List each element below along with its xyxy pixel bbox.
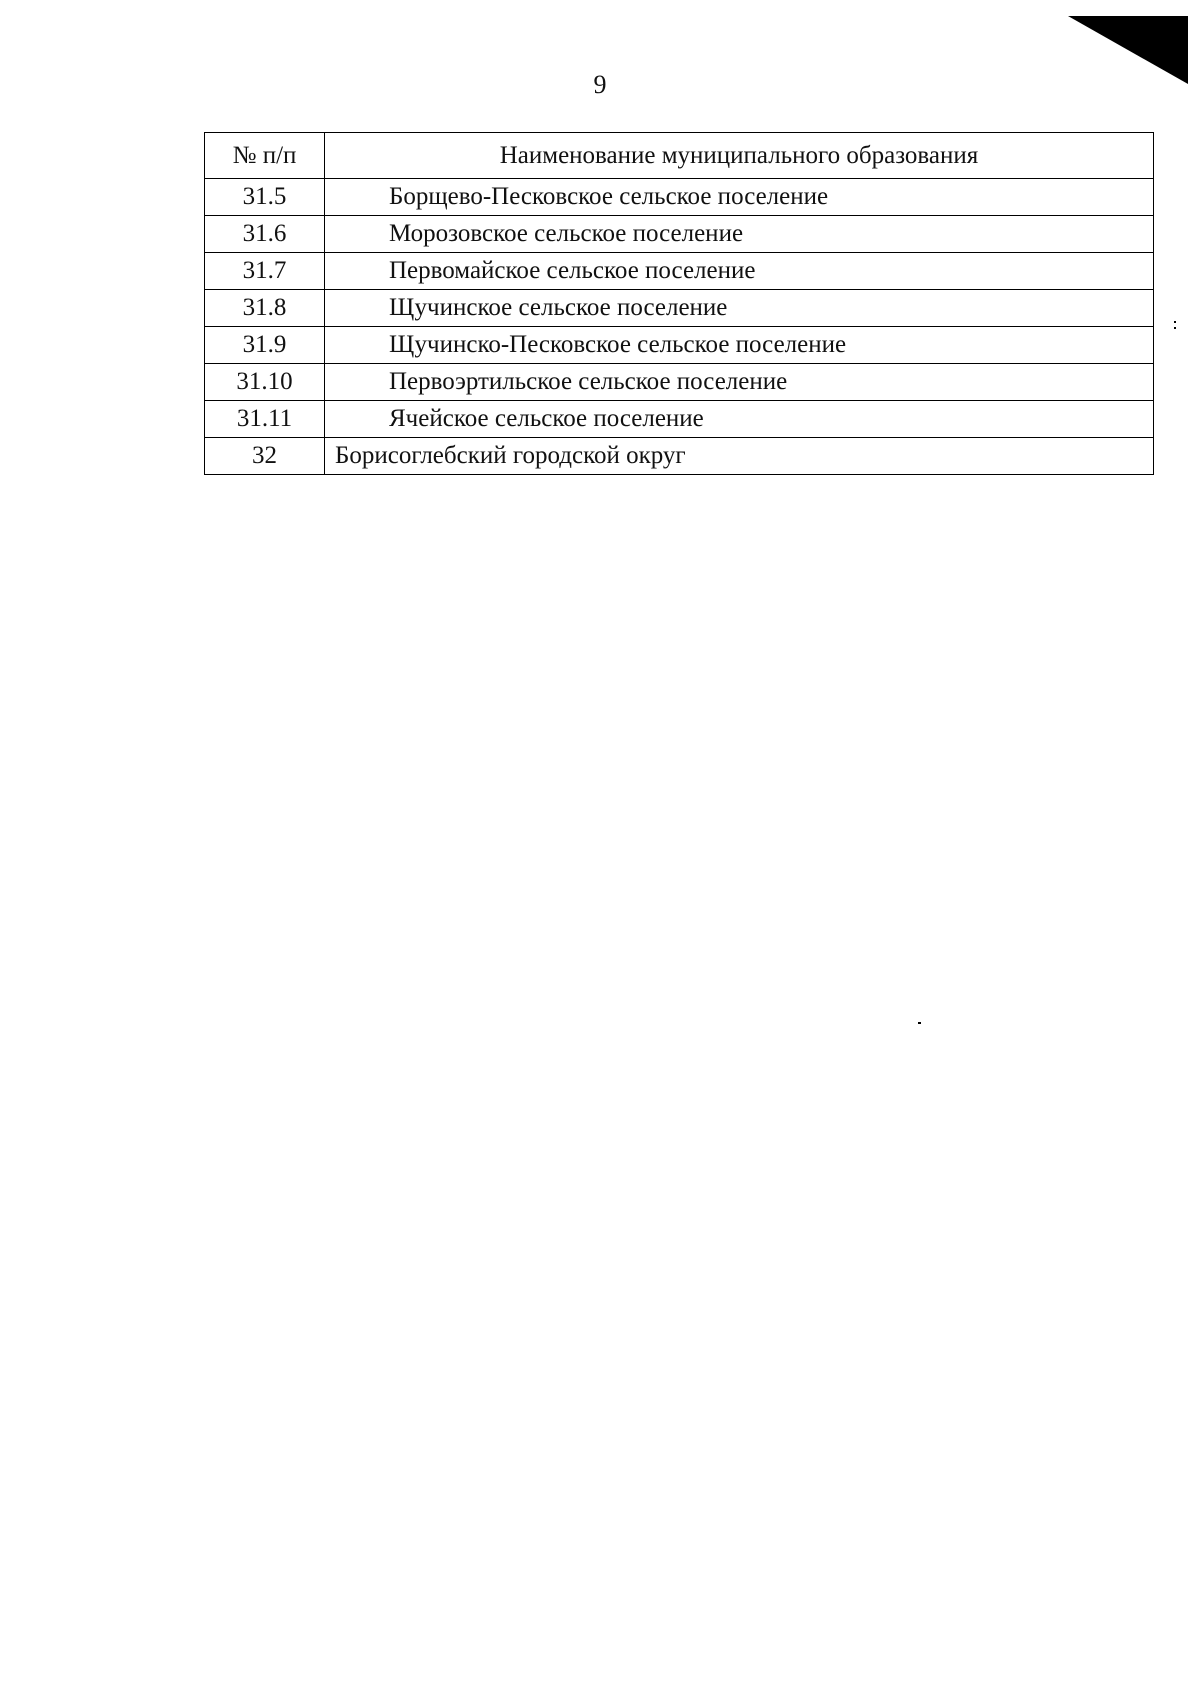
- table-row: [205, 401, 1154, 438]
- table-row: [205, 253, 1154, 290]
- row-number: 31.5: [205, 179, 325, 216]
- header-number: № п/п: [205, 133, 325, 179]
- row-number: 31.6: [205, 216, 325, 253]
- row-number: 31.11: [205, 401, 325, 438]
- row-name: Борисоглебский городской округ: [325, 438, 1154, 475]
- table-row: [205, 438, 1154, 475]
- row-number: 31.9: [205, 327, 325, 364]
- scan-speck: [918, 1022, 921, 1024]
- table-row: [205, 327, 1154, 364]
- page-number: 9: [593, 70, 607, 99]
- row-name: Щучинско-Песковское сельское поселение: [325, 327, 1154, 364]
- row-number: 31.7: [205, 253, 325, 290]
- row-name: Ячейское сельское поселение: [325, 401, 1154, 438]
- row-number: 31.8: [205, 290, 325, 327]
- municipalities-table: [204, 132, 1154, 475]
- row-number: 32: [205, 438, 325, 475]
- table-row: [205, 364, 1154, 401]
- row-name: Первомайское сельское поселение: [325, 253, 1154, 290]
- table-row: [205, 290, 1154, 327]
- scan-speck: [1174, 321, 1176, 329]
- row-name: Первоэртильское сельское поселение: [325, 364, 1154, 401]
- row-name: Щучинское сельское поселение: [325, 290, 1154, 327]
- row-name: Морозовское сельское поселение: [325, 216, 1154, 253]
- table-row: [205, 179, 1154, 216]
- row-number: 31.10: [205, 364, 325, 401]
- table-row: [205, 216, 1154, 253]
- header-name: Наименование муниципального образования: [325, 133, 1154, 179]
- row-name: Борщево-Песковское сельское поселение: [325, 179, 1154, 216]
- table-header-row: [205, 133, 1154, 179]
